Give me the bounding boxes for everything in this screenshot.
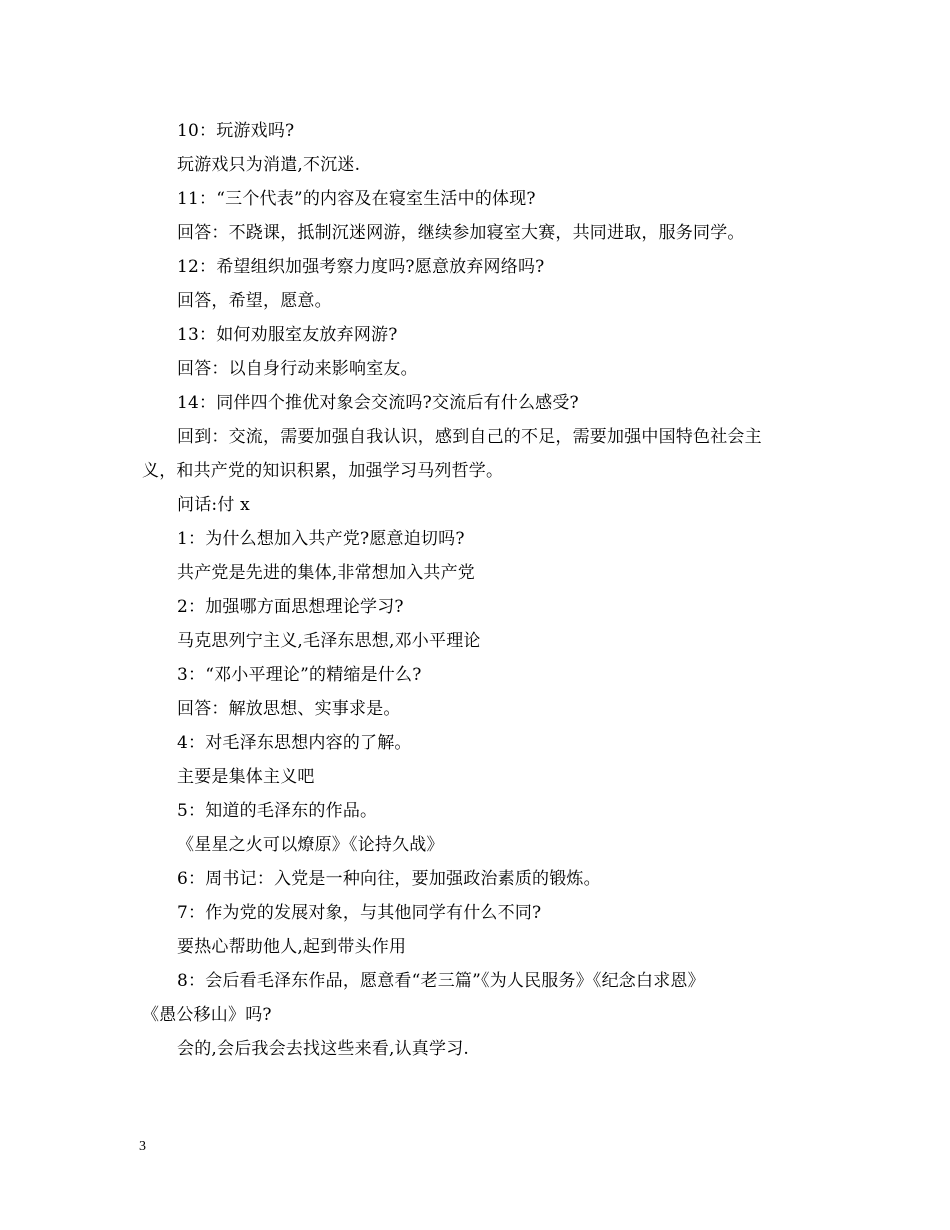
question-13: 13：如何劝服室友放弃网游? <box>177 325 398 345</box>
question-7: 7：作为党的发展对象，与其他同学有什么不同? <box>177 903 542 923</box>
answer-10: 玩游戏只为消遣,不沉迷. <box>177 155 361 175</box>
answer-7: 要热心帮助他人,起到带头作用 <box>177 937 407 957</box>
question-14: 14：同伴四个推优对象会交流吗?交流后有什么感受? <box>177 393 579 413</box>
answer-2: 马克思列宁主义,毛泽东思想,邓小平理论 <box>177 631 481 651</box>
question-3: 3：“邓小平理论”的精缩是什么? <box>177 665 422 685</box>
question-2: 2：加强哪方面思想理论学习? <box>177 597 404 617</box>
answer-8: 会的,会后我会去找这些来看,认真学习. <box>177 1039 470 1059</box>
question-10: 10：玩游戏吗? <box>177 121 295 141</box>
question-11: 11：“三个代表”的内容及在寝室生活中的体现? <box>177 189 536 209</box>
question-1: 1：为什么想加入共产党?愿意迫切吗? <box>177 529 465 549</box>
question-8: 8：会后看毛泽东作品，愿意看“老三篇”《为人民服务》《纪念白求恩》 <box>177 971 705 991</box>
question-12: 12：希望组织加强考察力度吗?愿意放弃网络吗? <box>177 257 545 277</box>
page-number: 3 <box>139 1139 146 1154</box>
answer-14-continued: 义，和共产党的知识积累，加强学习马列哲学。 <box>142 461 504 481</box>
answer-11: 回答：不跷课，抵制沉迷网游，继续参加寝室大赛，共同进取，服务同学。 <box>177 223 745 243</box>
answer-3: 回答：解放思想、实事求是。 <box>177 699 401 719</box>
answer-14: 回到：交流，需要加强自我认识，感到自己的不足，需要加强中国特色社会主 <box>177 427 762 447</box>
answer-13: 回答：以自身行动来影响室友。 <box>177 359 418 379</box>
answer-5: 《星星之火可以燎原》《论持久战》 <box>177 835 444 855</box>
interview-heading: 问话:付 x <box>177 495 250 515</box>
statement-6: 6：周书记：入党是一种向往，要加强政治素质的锻炼。 <box>177 869 601 889</box>
question-4: 4：对毛泽东思想内容的了解。 <box>177 733 412 753</box>
question-5: 5：知道的毛泽东的作品。 <box>177 801 378 821</box>
answer-12: 回答，希望，愿意。 <box>177 291 332 311</box>
document-body <box>142 114 812 1066</box>
answer-4: 主要是集体主义吧 <box>177 767 315 787</box>
answer-1: 共产党是先进的集体,非常想加入共产党 <box>177 563 476 583</box>
question-8-continued: 《愚公移山》吗? <box>142 1005 272 1025</box>
